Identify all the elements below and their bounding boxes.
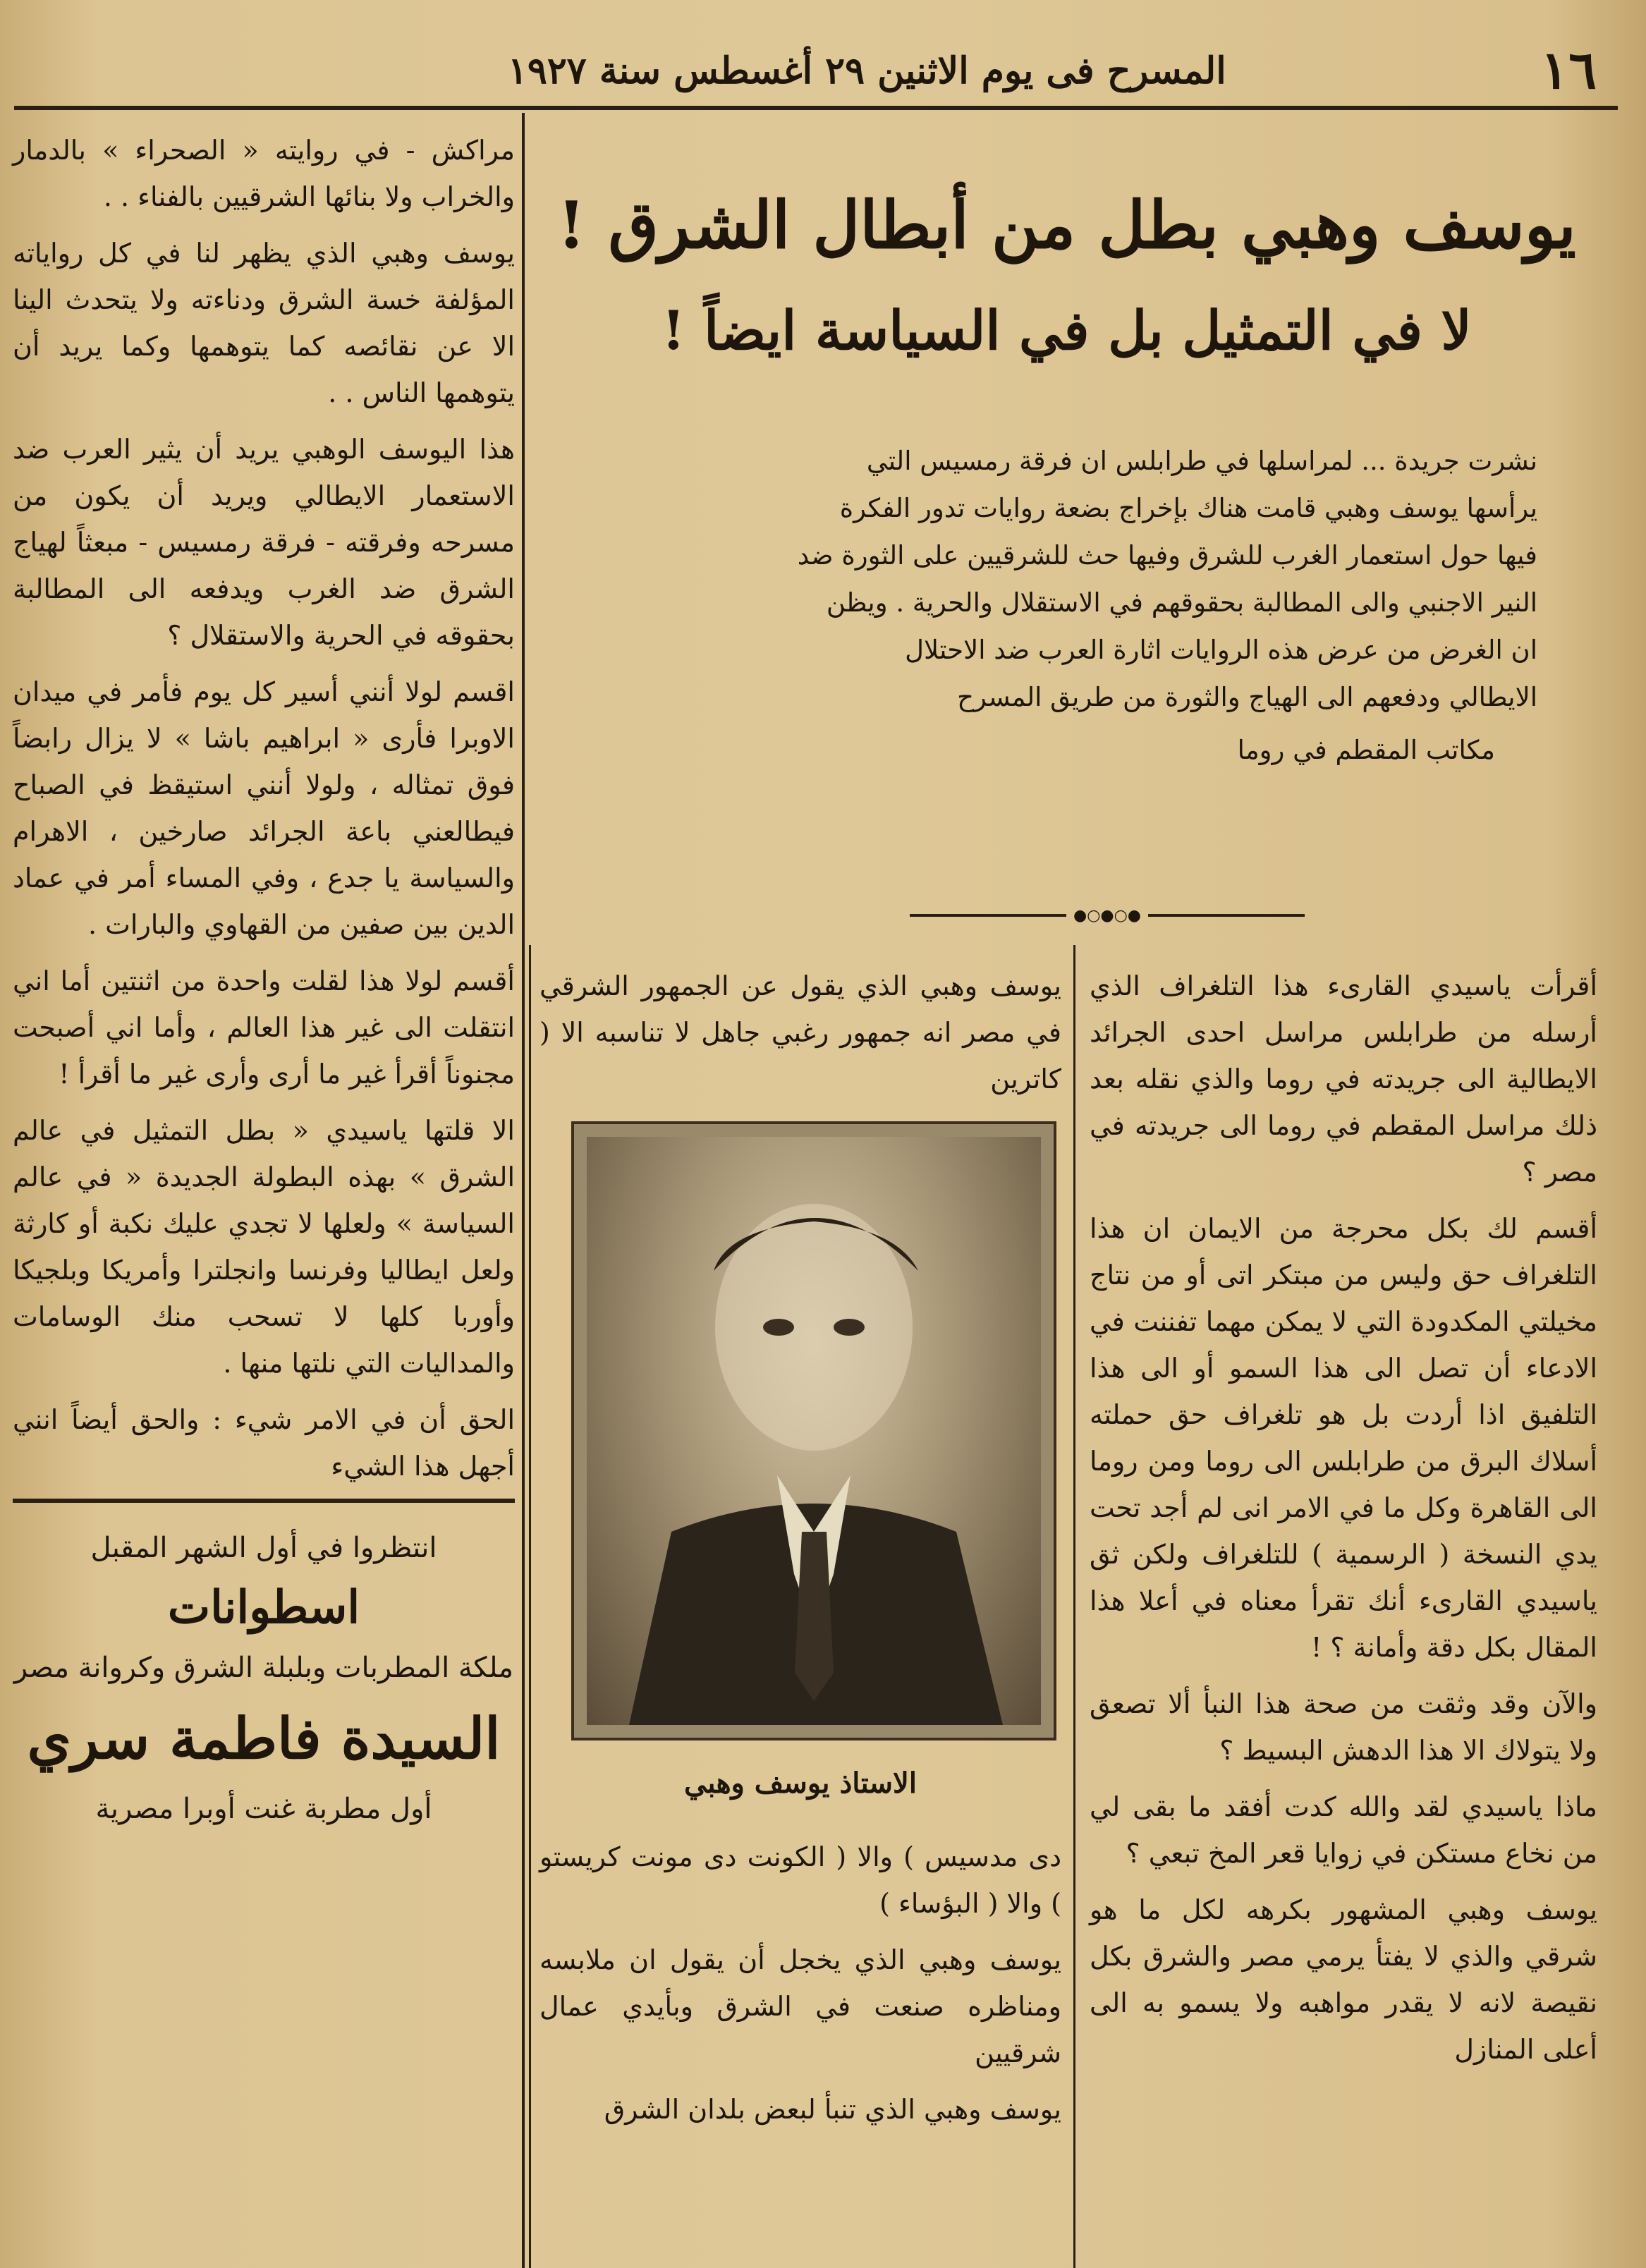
intro-line: ان الغرض من عرض هذه الروايات اثارة العرب ضد الاحتلال [905, 635, 1537, 665]
intro-line: النير الاجنبي والى المطالبة بحقوقهم في الاستقلال والحرية . ويظن [826, 587, 1537, 618]
photo-caption: الاستاذ يوسف وهبي [684, 1767, 917, 1800]
ornament-dots-icon: ●○●○● [1073, 906, 1141, 925]
article-headline: يوسف وهبي بطل من أبطال الشرق ! [557, 187, 1576, 263]
headline-block [529, 148, 1604, 365]
page-number: ١٦ [1540, 40, 1597, 101]
paragraph: أقسم لولا هذا لقلت واحدة من اثنتين أما اني انتقلت الى غير هذا العالم ، وأما اني أصبحت مجنوناً أقرأ غير ما أرى وأرى غير ما أقرأ ! [13, 965, 515, 1090]
portrait-figure-icon [587, 1137, 1041, 1725]
paragraph: يوسف وهبي المشهور بكرهه لكل ما هو شرقي والذي لا يفتأ يرمي مصر والشرق بكل نقيصة لانه لا يقدر مواهبه ولا يسمو به الى أعلى المنازل [1090, 1894, 1597, 2065]
paragraph: يوسف وهبي الذي تنبأ لبعض بلدان الشرق [604, 2094, 1061, 2125]
intro-signature: مكاتب المقطم في روما [1237, 735, 1495, 765]
intro-line: فيها حول استعمار الغرب للشرق وفيها حث للشرقيين على الثورة ضد [797, 540, 1537, 571]
paragraph: ماذا ياسيدي لقد والله كدت أفقد ما بقى لي من نخاع مستكن في زوايا قعر المخ تبعي ؟ [1090, 1791, 1597, 1869]
article-column-middle-lower [539, 1834, 1061, 2142]
paragraph: يوسف وهبي الذي يقول عن الجمهور الشرقي في مصر انه جمهور رغبي جاهل لا تناسبه الا ( كاترين [539, 970, 1061, 1095]
running-head: المسرح فى يوم الاثنين ٢٩ أغسطس سنة ١٩٢٧ [508, 49, 1226, 92]
paragraph: دى مدسيس ) والا ( الكونت دى مونت كريستو ) والا ( البؤساء ) [539, 1841, 1061, 1919]
article-intro [599, 437, 1537, 774]
intro-line: يرأسها يوسف وهبي قامت هناك بإخراج بضعة روايات تدور الفكرة [839, 493, 1537, 523]
paragraph: الا قلتها ياسيدي « بطل التمثيل في عالم الشرق » بهذه البطولة الجديدة « في عالم السياسة » ولعلها لا تجدي عليك نكبة أو كارثة ولعل ايطاليا وفرنسا وانجلترا وأمريكا وبلجيكا وأوربا كلها لا تسحب منك الوسامات والمداليات التي نلتها منها . [13, 1115, 515, 1379]
paragraph: يوسف وهبي الذي يظهر لنا في كل رواياته المؤلفة خسة الشرق ودناءته ولا يتحدث الينا الا عن نقائصه كما يتوهمها وكما يريد أن يتوهمها الناس . . [13, 238, 516, 408]
article-column-middle-top [539, 963, 1061, 1112]
portrait-photo [571, 1121, 1056, 1740]
advert-line: ملكة المطربات وبلبلة الشرق وكروانة مصر [13, 1652, 514, 1684]
paragraph: اقسم لولا أنني أسير كل يوم فأمر في ميدان الاوبرا فأرى « ابراهيم باشا » لا يزال رابضاً فوق تمثاله ، ولولا أنني استيقظ في الصباح فيطالعني باعة الجرائد صارخين ، الاهرام والسياسة يا جدع ، وفي المساء أمر في عماد الدين بين صفين من القهاوي والبارات . [13, 676, 515, 940]
portrait-image [587, 1137, 1041, 1725]
page-header [28, 35, 1604, 106]
paragraph: مراكش - في روايته « الصحراء » بالدمار والخراب ولا بنائها الشرقيين بالفناء . . [13, 135, 515, 212]
article-column-left [13, 127, 515, 1499]
column-rule-left [522, 113, 525, 2268]
advert-rule [13, 1499, 515, 1503]
intro-line: نشرت جريدة ... لمراسلها في طرابلس ان فرقة رمسيس التي [866, 446, 1537, 476]
paragraph: الحق أن في الامر شيء : والحق أيضاً انني أجهل هذا الشيء [13, 1404, 515, 1482]
advert-star-name: السيدة فاطمة سري [27, 1705, 501, 1772]
advert-line: أول مطربة غنت أوبرا مصرية [95, 1793, 432, 1825]
advert-line: انتظروا في أول الشهر المقبل [90, 1532, 437, 1564]
paragraph: يوسف وهبي الذي يخجل أن يقول ان ملابسه ومناظره صنعت في الشرق وبأيدي عمال شرقيين [539, 1944, 1061, 2068]
column-rule-right [1073, 945, 1075, 2268]
header-rule [14, 106, 1618, 110]
intro-line: الايطالي ودفعهم الى الهياج والثورة من طريق المسرح [957, 682, 1537, 712]
ornament-line [910, 914, 1066, 917]
ornament-line [1148, 914, 1305, 917]
paragraph: والآن وقد وثقت من صحة هذا النبأ ألا تصعق ولا يتولاك الا هذا الدهش البسيط ؟ [1090, 1688, 1597, 1766]
paragraph: أقسم لك بكل محرجة من الايمان ان هذا التلغراف حق وليس من مبتكر اتى أو من نتاج مخيلتي المكدودة التي لا يمكن مهما تفننت في الادعاء أن تصل الى هذا السمو أو الى هذا التلفيق اذا أردت بل هو تلغراف حق حملته أسلاك البرق من طرابلس الى روما ومن روما الى القاهرة وكل ما في الامر انى لم أجد تحت يدي النسخة ( الرسمية ) للتلغراف ولكن ثق ياسيدي القارىء أنك تقرأ معناه في أعلا هذا المقال بكل دقة وأمانة ؟ ! [1090, 1213, 1597, 1663]
paragraph: أقرأت ياسيدي القارىء هذا التلغراف الذي أرسله من طرابلس مراسل احدى الجرائد الايطالية الى جريدته في روما والذي نقله بعد ذلك مراسل المقطم في روما الى جريدته في مصر ؟ [1090, 970, 1597, 1188]
column-rule-middle [529, 945, 531, 2268]
article-subhead: لا في التمثيل بل في السياسة ايضاً ! [662, 298, 1472, 362]
article-column-right [1090, 963, 1597, 2083]
advertisement [13, 1523, 515, 1834]
paragraph: هذا اليوسف الوهبي يريد أن يثير العرب ضد الاستعمار الايطالي ويريد أن يكون من مسرحه وفرقته - فرقة رمسيس - مبعثاً لهياج الشرق ضد الغرب ويدفعه الى المطالبة بحقوقه في الحرية والاستقلال ؟ [13, 434, 515, 651]
advert-title: اسطوانات [167, 1581, 360, 1634]
section-ornament [910, 906, 1305, 925]
